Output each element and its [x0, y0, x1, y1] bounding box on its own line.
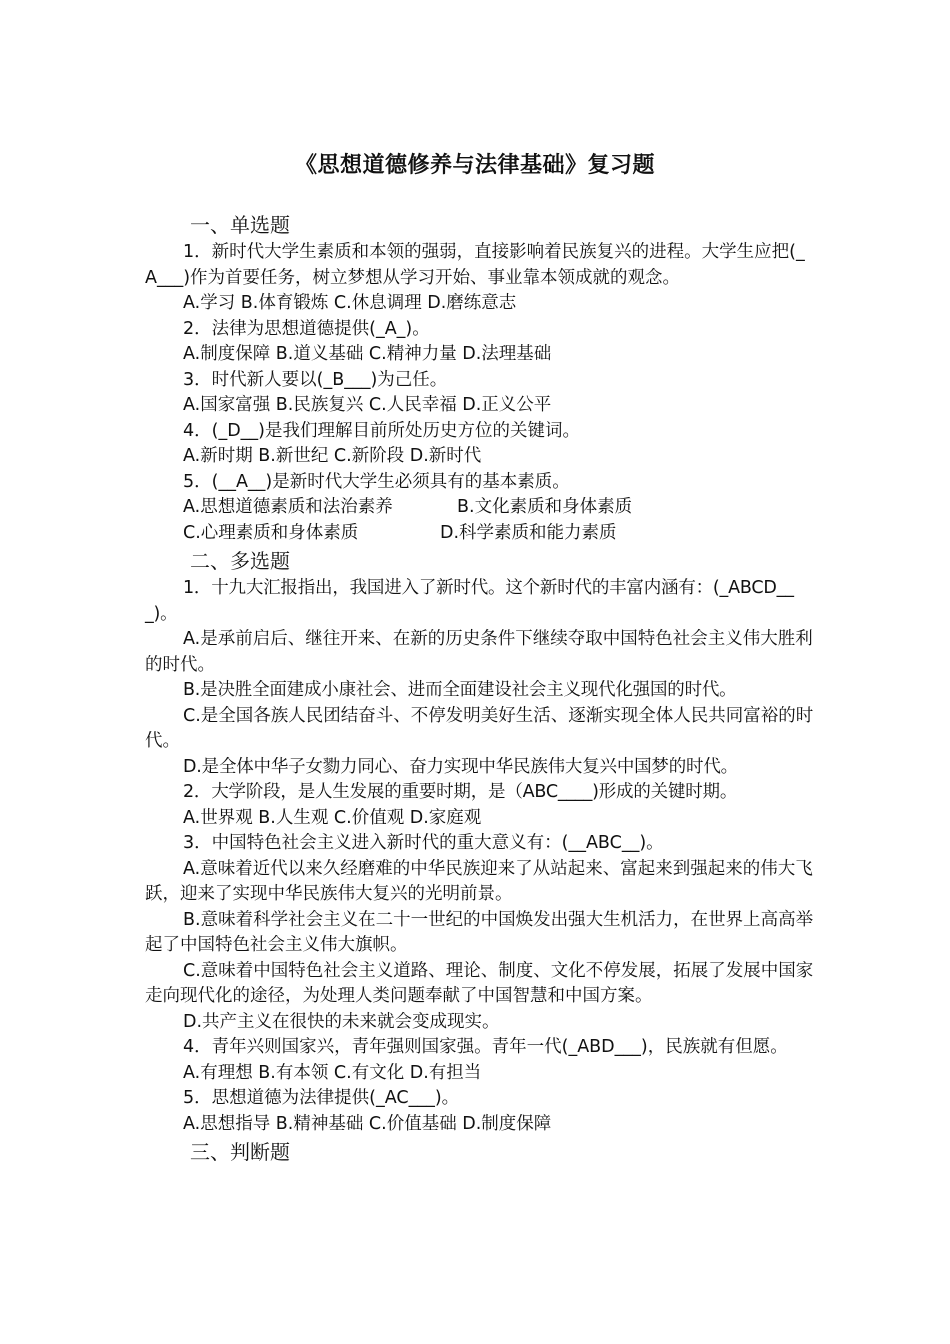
multi-question-1-option-a: A.是承前启后、继往开来、在新的历史条件下继续夺取中国特色社会主义伟大胜利的时代。 [145, 629, 813, 675]
multi-question-2: 2．大学阶段，是人生发展的重要时期，是（ABC____)形成的关键时期。 [183, 782, 738, 802]
multi-question-5-options: A.思想指导 B.精神基础 C.价值基础 D.制度保障 [183, 1113, 552, 1134]
multi-question-1: 1．十九大汇报指出，我国进入了新时代。这个新时代的丰富内涵有：(_ABCD___)。 [145, 578, 794, 624]
single-question-3: 3．时代新人要以(_B___)为己任。 [183, 369, 448, 390]
single-question-5: 5．(__A__)是新时代大学生必须具有的基本素质。 [183, 471, 570, 492]
multi-question-2-options: A.世界观 B.人生观 C.价值观 D.家庭观 [183, 807, 482, 828]
multi-question-1-option-b: B.是决胜全面建成小康社会、进而全面建设社会主义现代化强国的时代。 [183, 680, 737, 700]
multi-question-3-option-b: B.意味着科学社会主义在二十一世纪的中国焕发出强大生机活力，在世界上高高举起了中国特色社会主义伟大旗帜。 [145, 909, 814, 955]
document-title: 《思想道德修养与法律基础》复习题 [294, 153, 655, 178]
single-question-2-options: A.制度保障 B.道义基础 C.精神力量 D.法理基础 [183, 344, 552, 364]
multi-question-3-option-a: A.意味着近代以来久经磨难的中华民族迎来了从站起来、富起来到强起来的伟大飞跃，迎来了实现中华民族伟大复兴的光明前景。 [145, 858, 813, 904]
option-d: D.科学素质和能力素质 [440, 522, 617, 543]
single-question-1: 1．新时代大学生素质和本领的强弱，直接影响着民族复兴的进程。大学生应把(_A___)作为首要任务，树立梦想从学习开始、事业靠本领成就的观念。 [145, 242, 805, 288]
section-heading-multiple-choice: 二、多选题 [190, 549, 290, 573]
option-b: B.文化素质和身体素质 [457, 497, 633, 517]
single-question-2: 2．法律为思想道德提供(_A_)。 [183, 318, 430, 339]
single-question-4: 4．(_D__)是我们理解目前所处历史方位的关键词。 [183, 420, 581, 441]
multi-question-4-options: A.有理想 B.有本领 C.有文化 D.有担当 [183, 1062, 482, 1083]
section-heading-true-false: 三、判断题 [190, 1140, 290, 1164]
multi-question-4: 4．青年兴则国家兴，青年强则国家强。青年一代(_ABD___)，民族就有但愿。 [183, 1037, 788, 1057]
multi-question-1-option-c: C.是全国各族人民团结奋斗、不停发明美好生活、逐渐实现全体人民共同富裕的时代。 [145, 705, 814, 751]
single-question-5-options-row-1 [145, 495, 815, 521]
document-body [145, 210, 815, 1167]
section-heading-single-choice: 一、单选题 [190, 213, 290, 237]
single-question-1-options: A.学习 B.体育锻炼 C.休息调理 D.磨练意志 [183, 293, 517, 313]
single-question-5-options-row-2 [145, 521, 815, 547]
multi-question-1-option-d: D.是全体中华子女勠力同心、奋力实现中华民族伟大复兴中国梦的时代。 [183, 756, 738, 777]
option-c: C.心理素质和身体素质 [183, 522, 359, 543]
single-question-4-options: A.新时期 B.新世纪 C.新阶段 D.新时代 [183, 446, 482, 466]
multi-question-5: 5．思想道德为法律提供(_AC___)。 [183, 1088, 460, 1108]
multi-question-3-option-d: D.共产主义在很快的未来就会变成现实。 [183, 1011, 500, 1032]
multi-question-3-option-c: C.意味着中国特色社会主义道路、理论、制度、文化不停发展，拓展了发展中国家走向现代化的途径，为处理人类问题奉献了中国智慧和中国方案。 [145, 960, 814, 1006]
option-a: A.思想道德素质和法治素养 [183, 497, 393, 517]
multi-question-3: 3．中国特色社会主义进入新时代的重大意义有：(__ABC__)。 [183, 833, 664, 853]
single-question-3-options: A.国家富强 B.民族复兴 C.人民幸福 D.正义公平 [183, 395, 552, 415]
